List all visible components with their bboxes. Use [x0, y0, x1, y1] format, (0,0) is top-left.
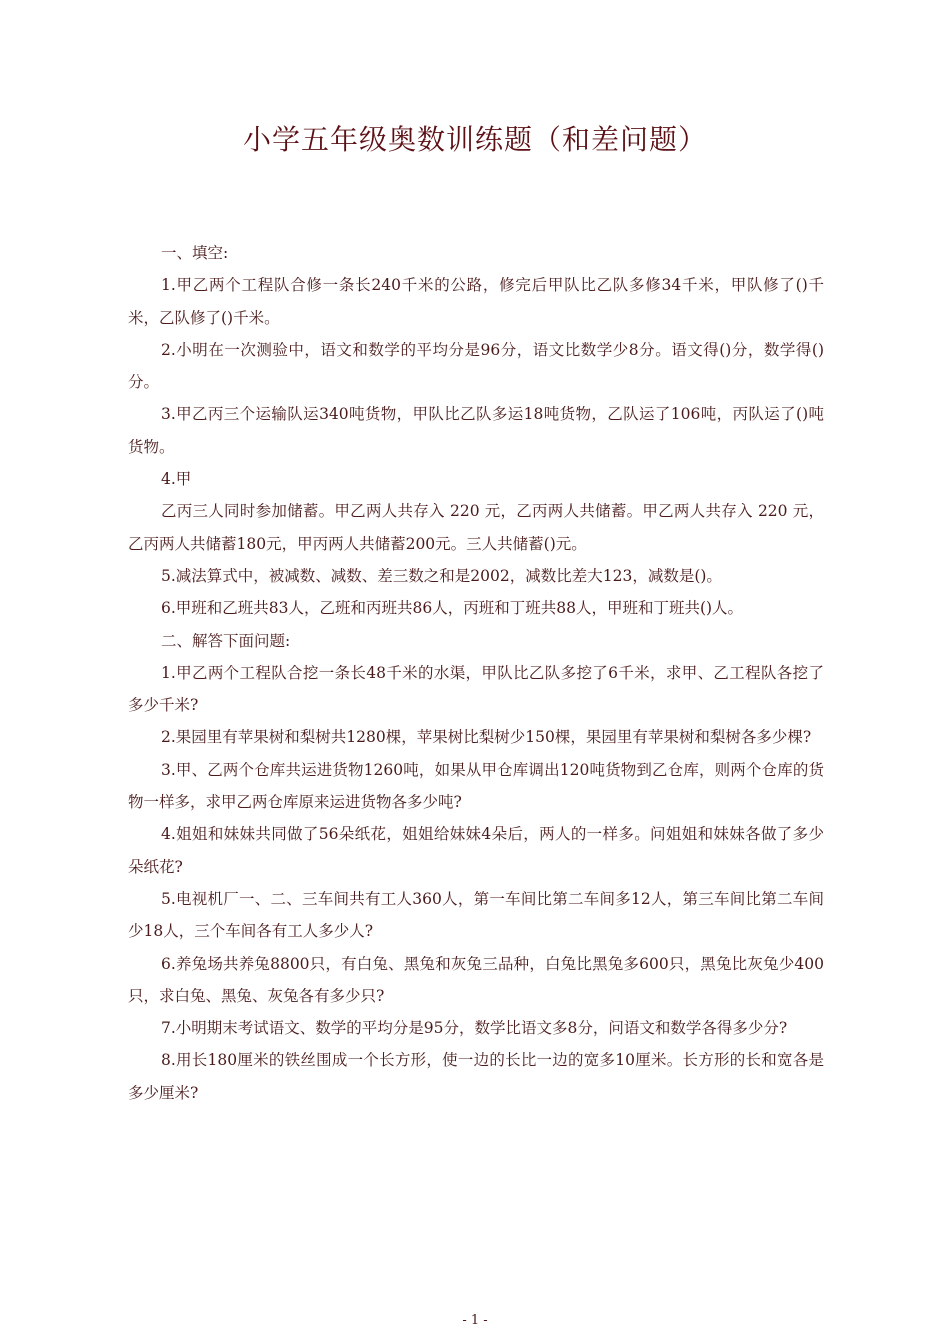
- problem-item: 5.电视机厂一、二、三车间共有工人360人，第一车间比第二车间多12人，第三车间比第二车间少18人，三个车间各有工人多少人?: [128, 889, 824, 941]
- fill-blank-item: 5.减法算式中，被减数、减数、差三数之和是2002，减数比差大123，减数是()。: [161, 566, 722, 585]
- page-number: - 1 -: [462, 1313, 488, 1328]
- problem-item: 7.小明期末考试语文、数学的平均分是95分，数学比语文多8分，问语文和数学各得多少分?: [161, 1019, 788, 1038]
- fill-blank-item: 3.甲乙丙三个运输队运340吨货物，甲队比乙队多运18吨货物，乙队运了106吨，丙队运了()吨货物。: [128, 405, 824, 456]
- fill-blank-item: 1.甲乙两个工程队合修一条长240千米的公路，修完后甲队比乙队多修34千米，甲队修了()千米，乙队修了()千米。: [128, 276, 824, 327]
- section-heading-fill-blank: 一、填空:: [161, 244, 229, 262]
- problem-item: 1.甲乙两个工程队合挖一条长48千米的水渠，甲队比乙队多挖了6千米，求甲、乙工程队各挖了多少千米?: [128, 663, 824, 715]
- fill-blank-item: 6.甲班和乙班共83人，乙班和丙班共86人，丙班和丁班共88人，甲班和丁班共()人。: [161, 599, 744, 618]
- document-body: [128, 237, 824, 1109]
- problem-item: 8.用长180厘米的铁丝围成一个长方形，使一边的长比一边的宽多10厘米。长方形的长和宽各是多少厘米?: [128, 1051, 824, 1102]
- fill-blank-item: 2.小明在一次测验中，语文和数学的平均分是96分，语文比数学少8分。语文得()分，数学得()分。: [128, 340, 824, 392]
- fill-blank-item: 乙丙三人同时参加储蓄。甲乙两人共存入 220 元，乙丙两人共储蓄。甲乙两人共存入 220 元，乙丙两人共储蓄180元，甲丙两人共储蓄200元。三人共储蓄()元。: [128, 502, 824, 553]
- problem-item: 4.姐姐和妹妹共同做了56朵纸花，姐姐给妹妹4朵后，两人的一样多。问姐姐和妹妹各做了多少朵纸花?: [128, 825, 824, 876]
- section-heading-problems: 二、解答下面问题:: [161, 631, 291, 650]
- problem-item: 6.养兔场共养兔8800只，有白兔、黑兔和灰兔三品种，白兔比黑兔多600只，黑兔比灰兔少400只，求白兔、黑兔、灰兔各有多少只?: [128, 954, 824, 1005]
- fill-blank-item: 4.甲: [161, 470, 192, 489]
- page-title: 小学五年级奥数训练题（和差问题）: [242, 123, 707, 156]
- problem-item: 3.甲、乙两个仓库共运进货物1260吨，如果从甲仓库调出120吨货物到乙仓库，则两个仓库的货物一样多，求甲乙两仓库原来运进货物各多少吨?: [128, 760, 824, 812]
- problem-item: 2.果园里有苹果树和梨树共1280棵，苹果树比梨树少150棵，果园里有苹果树和梨树各多少棵?: [161, 728, 812, 747]
